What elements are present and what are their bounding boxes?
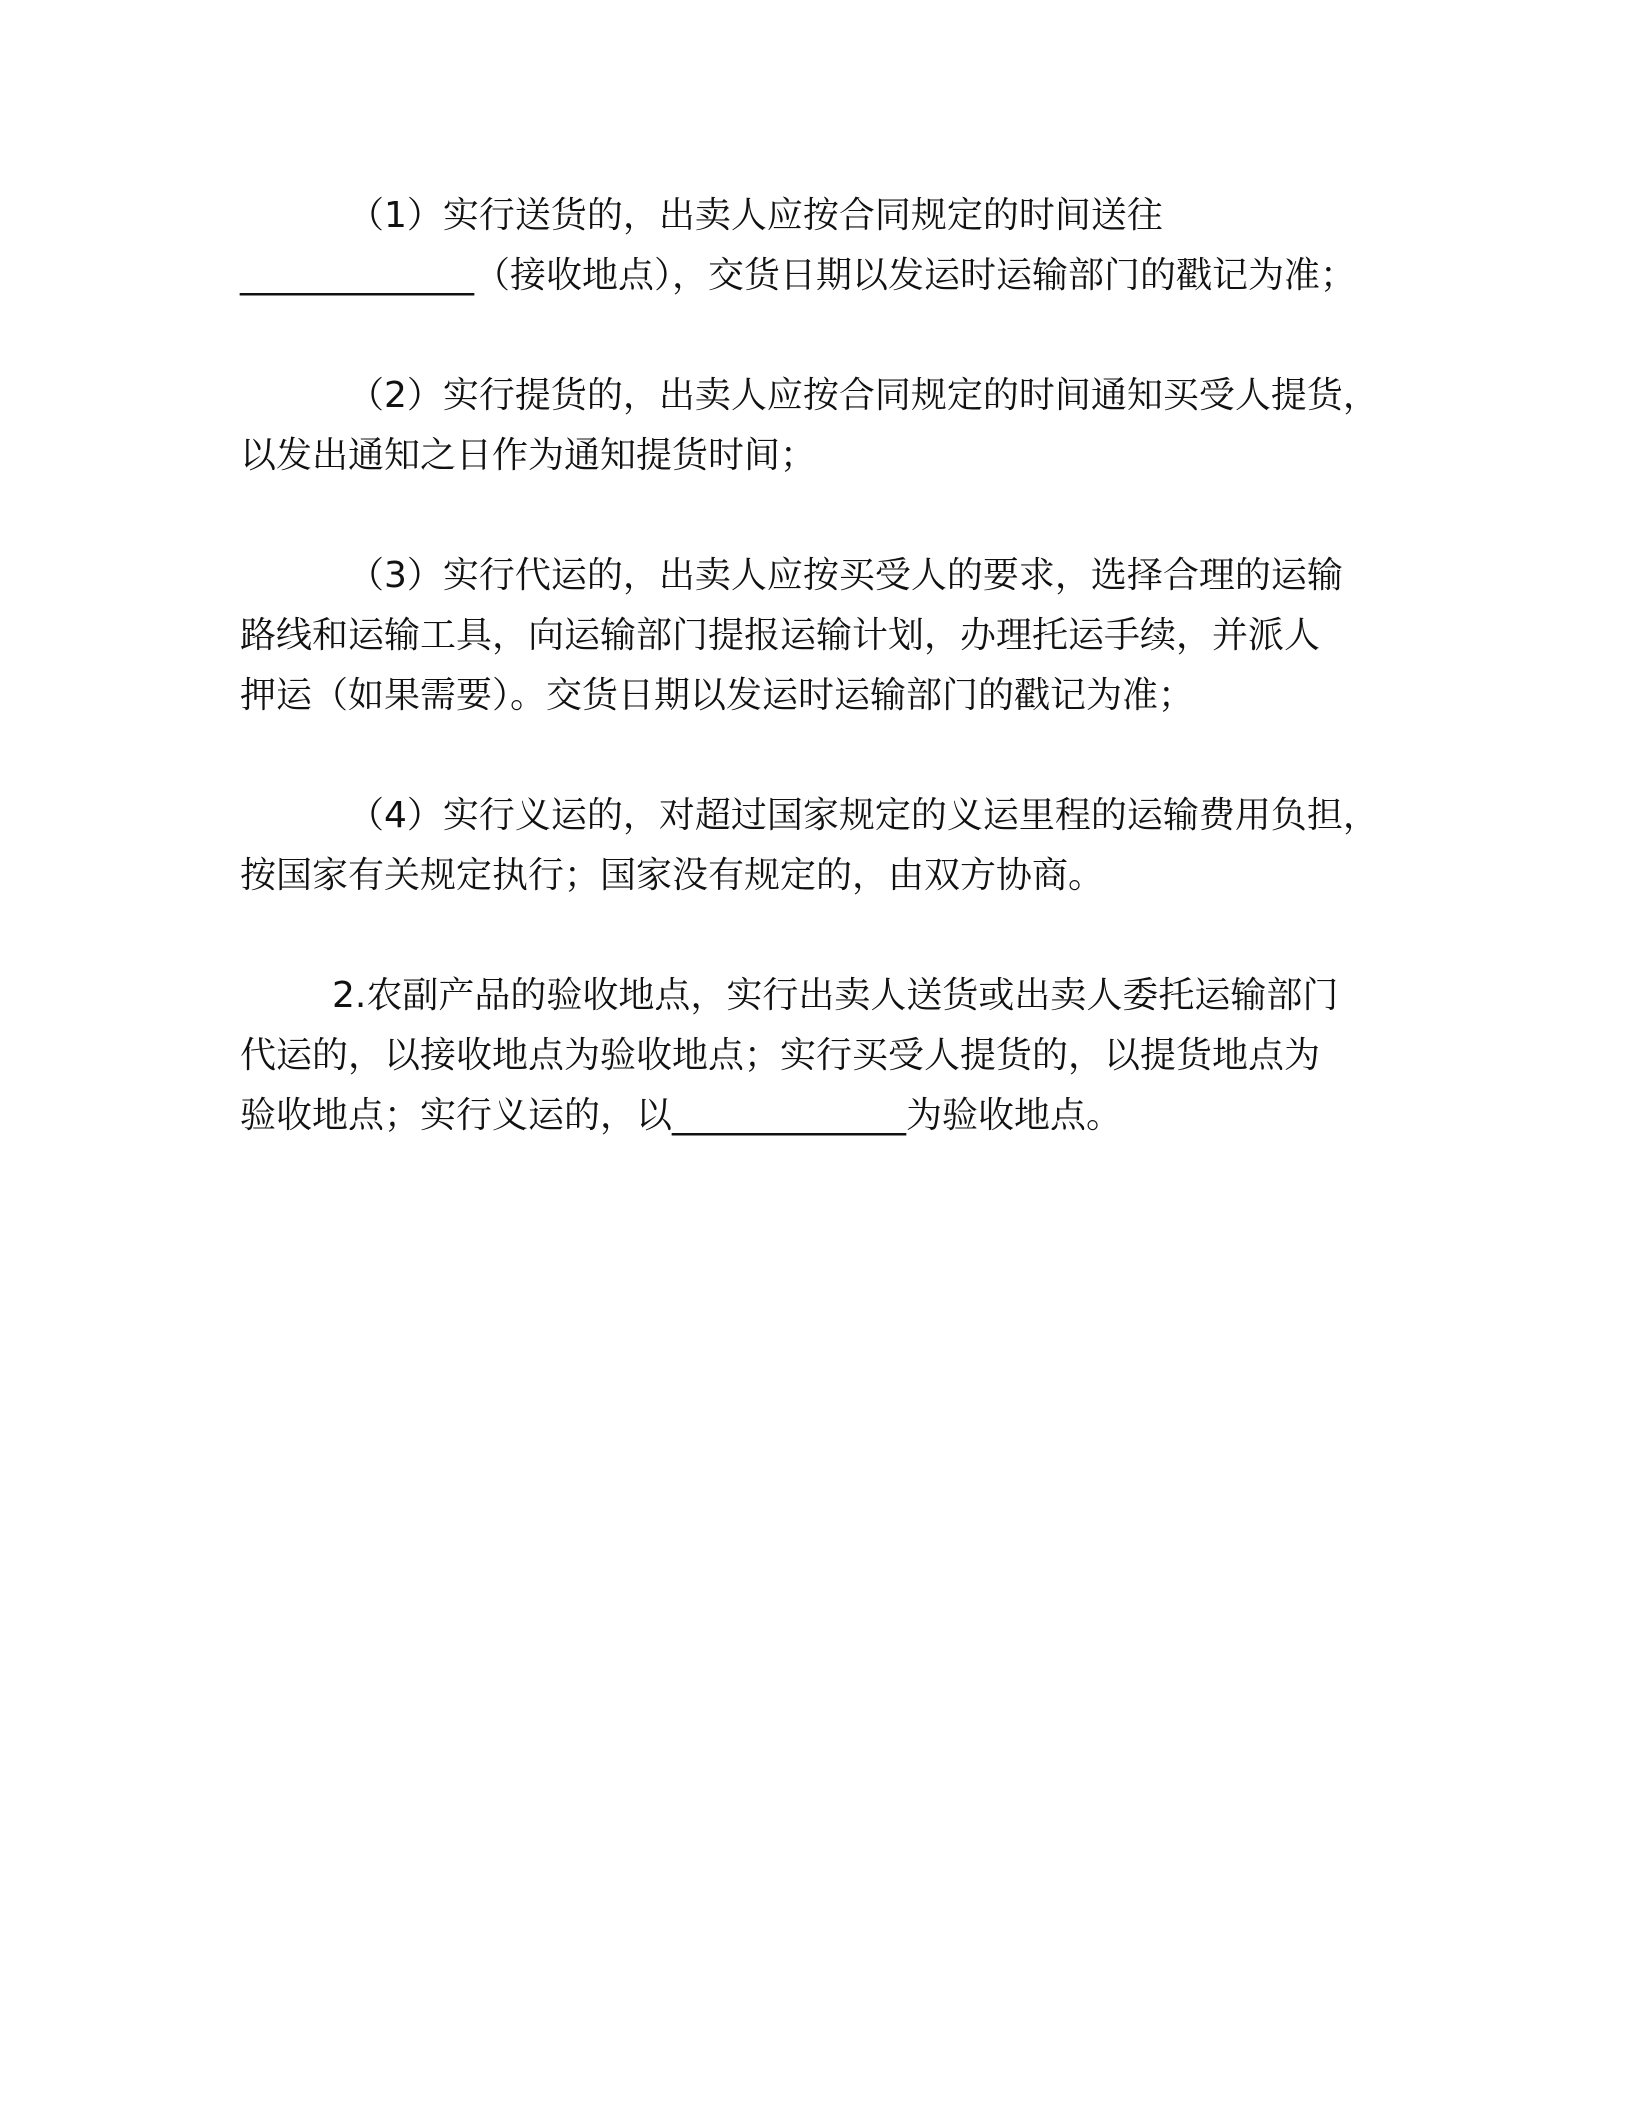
paragraph-line: （3）实行代运的，出卖人应按买受人的要求，选择合理的运输 xyxy=(348,555,1343,596)
paragraph-line: 代运的，以接收地点为验收地点；实行买受人提货的，以提货地点为 xyxy=(240,1035,1321,1076)
paragraph-line: 2.农副产品的验收地点，实行出卖人送货或出卖人委托运输部门 xyxy=(332,975,1339,1016)
paragraph-line: 以发出通知之日作为通知提货时间； xyxy=(240,435,817,476)
paragraph-line: _____________（接收地点），交货日期以发运时运输部门的戳记为准； xyxy=(240,255,1357,296)
paragraph-line: 押运（如果需要）。交货日期以发运时运输部门的戳记为准； xyxy=(240,675,1195,716)
paragraph-inspection-location xyxy=(240,966,1400,1146)
paragraph-line: （1）实行送货的，出卖人应按合同规定的时间送往 xyxy=(348,195,1163,236)
paragraph-free-shipping xyxy=(240,786,1400,906)
paragraph-line: 验收地点；实行义运的，以_____________为验收地点。 xyxy=(240,1095,1123,1136)
paragraph-line: （2）实行提货的，出卖人应按合同规定的时间通知买受人提货， xyxy=(348,375,1379,416)
paragraph-line: 路线和运输工具，向运输部门提报运输计划，办理托运手续，并派人 xyxy=(240,615,1321,656)
paragraph-pickup xyxy=(240,366,1400,486)
paragraph-delivery xyxy=(240,186,1400,306)
paragraph-line: 按国家有关规定执行；国家没有规定的，由双方协商。 xyxy=(240,855,1105,896)
document-body xyxy=(240,186,1400,1206)
paragraph-line: （4）实行义运的，对超过国家规定的义运里程的运输费用负担， xyxy=(348,795,1379,836)
paragraph-agency-shipping xyxy=(240,546,1400,726)
